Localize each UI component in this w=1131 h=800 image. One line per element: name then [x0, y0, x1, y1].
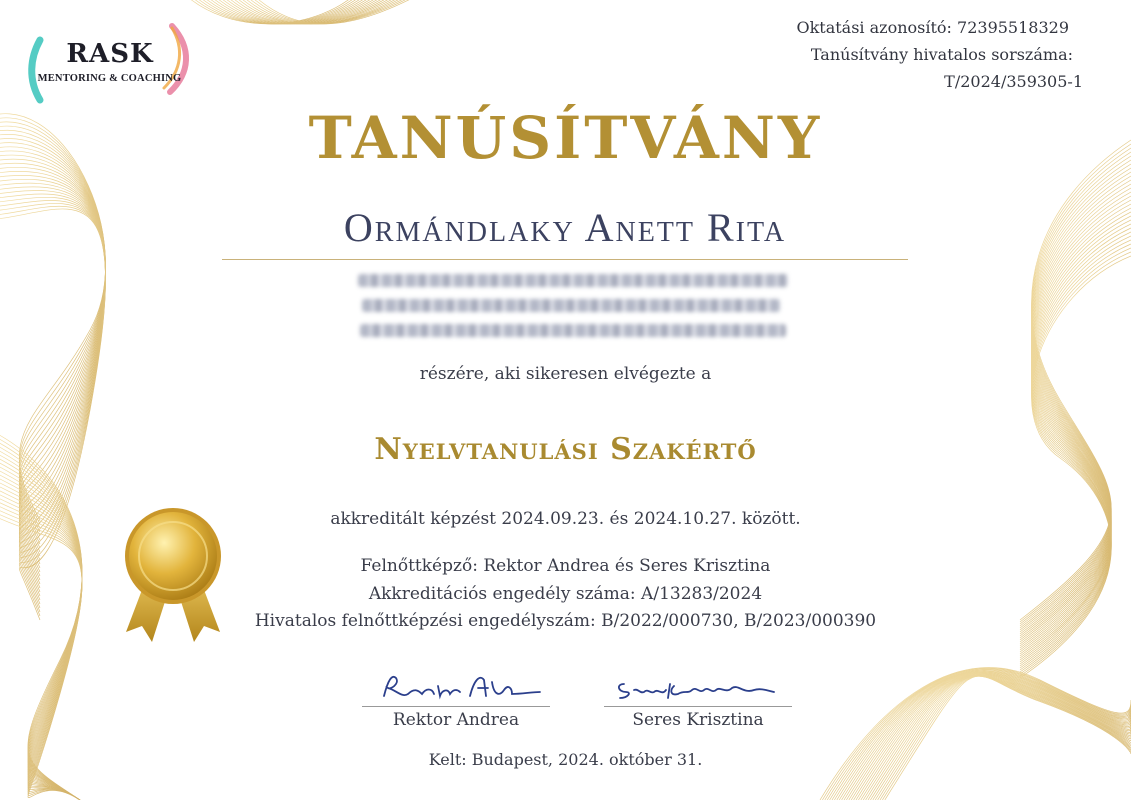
issue-date-place: Kelt: Budapest, 2024. október 31. — [428, 750, 703, 769]
serial-label: Tanúsítvány hivatalos sorszáma: — [810, 45, 1073, 64]
name-underline — [222, 259, 908, 260]
provider-line: Felnőttképző: Rektor Andrea és Seres Krisztina — [360, 556, 771, 576]
signature-block-2 — [604, 668, 792, 738]
recipient-name: Ormándlaky Anett Rita — [343, 205, 787, 250]
license-line: Hivatalos felnőttképzési engedélyszám: B/2022/000730, B/2023/000390 — [254, 611, 877, 631]
serial-number: T/2024/359305-1 — [944, 72, 1083, 91]
certificate-identifiers — [796, 14, 1083, 95]
education-id: Oktatási azonosító: 72395518329 — [796, 18, 1069, 37]
dates-line: akkreditált képzést 2024.09.23. és 2024.10.27. között. — [330, 509, 801, 529]
rask-logo — [22, 18, 194, 110]
signatory-name-1: Rektor Andrea — [392, 710, 520, 730]
accreditation-line: Akkreditációs engedély száma: A/13283/2024 — [368, 584, 763, 604]
signature-block-1 — [362, 668, 550, 738]
course-name: Nyelvtanulási Szakértő — [374, 432, 757, 467]
logo-tagline: MENTORING & COACHING — [37, 73, 182, 84]
intro-text: részére, aki sikeresen elvégezte a — [419, 364, 712, 384]
gold-medal-icon — [118, 504, 228, 650]
redacted-personal-details — [350, 268, 786, 344]
logo-name: RASK — [66, 39, 154, 69]
signatory-name-2: Seres Krisztina — [632, 710, 764, 730]
certificate-title: TANÚSÍTVÁNY — [308, 104, 823, 172]
signature-2-icon — [604, 668, 792, 704]
signature-1-icon — [362, 668, 550, 704]
